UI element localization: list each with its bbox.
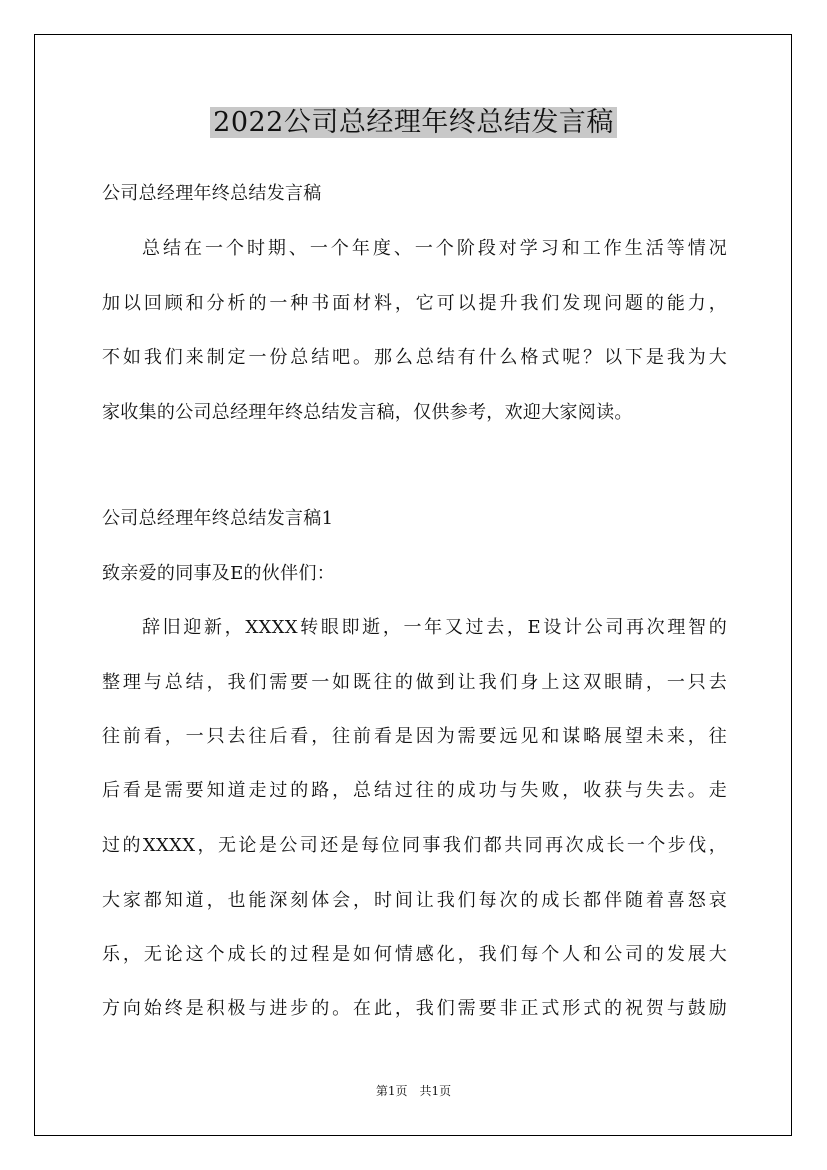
- body-line-1: 辞旧迎新，XXXX转眼即逝，一年又过去，E设计公司再次理智的: [142, 617, 727, 638]
- body-line-2: 整理与总结，我们需要一如既往的做到让我们身上这双眼睛，一只去: [102, 672, 727, 693]
- document-title-text: 2022公司总经理年终总结发言稿: [210, 107, 617, 138]
- body-line-6: 大家都知道，也能深刻体会，时间让我们每次的成长都伴随着喜怒哀: [102, 890, 727, 911]
- page-number: 第1页 共1页: [375, 1084, 452, 1098]
- document-title: [0, 106, 827, 140]
- body-line-5: 过的XXXX，无论是公司还是每位同事我们都共同再次成长一个步伐，: [102, 835, 727, 856]
- intro-line-3: 不如我们来制定一份总结吧。那么总结有什么格式呢？以下是我为大: [102, 347, 727, 368]
- intro-line-1: 总结在一个时期、一个年度、一个阶段对学习和工作生活等情况: [142, 238, 727, 259]
- body-line-7: 乐，无论这个成长的过程是如何情感化，我们每个人和公司的发展大: [102, 944, 727, 965]
- body-line-8: 方向始终是积极与进步的。在此，我们需要非正式形式的祝贺与鼓励: [102, 998, 727, 1019]
- body-line-4: 后看是需要知道走过的路，总结过往的成功与失败，收获与失去。走: [102, 780, 727, 801]
- section-heading: 公司总经理年终总结发言稿1: [102, 508, 334, 529]
- intro-line-2: 加以回顾和分析的一种书面材料，它可以提升我们发现问题的能力，: [102, 293, 727, 314]
- body-line-3: 往前看，一只去往后看，往前看是因为需要远见和谋略展望未来，往: [102, 726, 727, 747]
- intro-line-4: 家收集的公司总经理年终总结发言稿，仅供参考，欢迎大家阅读。: [102, 402, 633, 423]
- document-subtitle: 公司总经理年终总结发言稿: [102, 183, 322, 204]
- salutation: 致亲爱的同事及E的伙伴们：: [102, 563, 336, 584]
